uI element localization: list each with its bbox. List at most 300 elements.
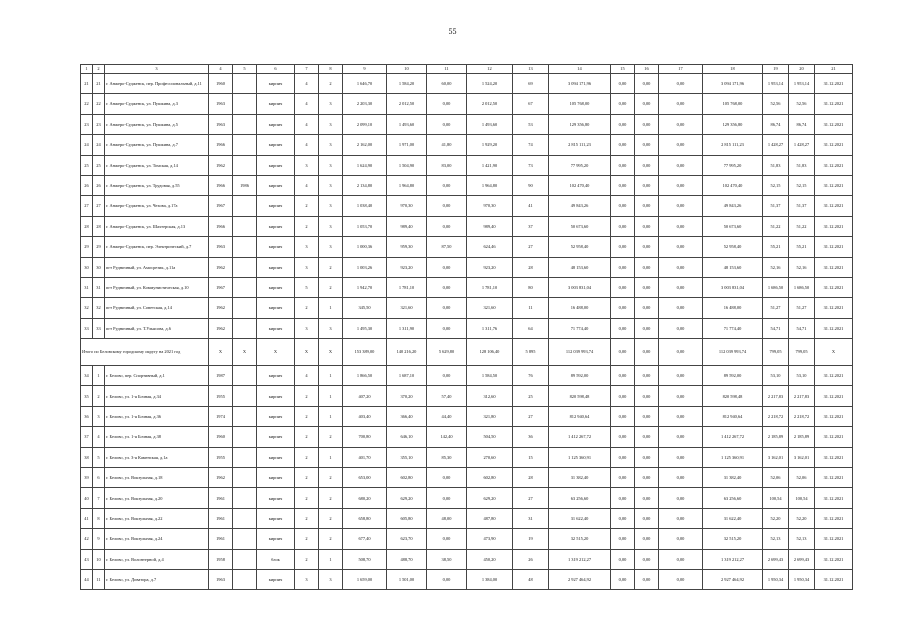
table-cell: 0,00 bbox=[659, 196, 703, 216]
table-cell: 77 995,20 bbox=[703, 155, 763, 175]
table-cell: 1 428,27 bbox=[789, 135, 815, 155]
table-cell: 41,80 bbox=[427, 135, 467, 155]
table-cell: 0,00 bbox=[635, 216, 659, 236]
table-row bbox=[81, 427, 853, 447]
table-cell: 0,00 bbox=[611, 406, 635, 426]
table-cell bbox=[233, 569, 257, 589]
table-cell: 153 389,00 bbox=[343, 339, 387, 366]
table-cell: 1961 bbox=[209, 488, 233, 508]
table-cell: 0,00 bbox=[635, 237, 659, 257]
table-cell: 1961 bbox=[209, 508, 233, 528]
table-cell: 602,80 bbox=[467, 468, 513, 488]
table-cell: 0,00 bbox=[635, 427, 659, 447]
table-cell: 19 bbox=[513, 529, 549, 549]
table-cell: 23 bbox=[81, 114, 93, 134]
table-cell: 0,00 bbox=[427, 216, 467, 236]
table-cell: 504,50 bbox=[467, 427, 513, 447]
table-cell: 0,00 bbox=[427, 318, 467, 338]
table-row bbox=[81, 298, 853, 318]
table-cell: 2 bbox=[295, 406, 319, 426]
table-cell: 18 bbox=[703, 65, 763, 74]
table-cell: 2 815 111,23 bbox=[549, 135, 611, 155]
table-cell: 11 bbox=[513, 298, 549, 318]
table-cell: 0,00 bbox=[611, 569, 635, 589]
table-cell: 1 412 267,72 bbox=[549, 427, 611, 447]
table-cell: 799,05 bbox=[789, 339, 815, 366]
table-cell: 2 927 464,92 bbox=[549, 569, 611, 589]
table-cell: 646,10 bbox=[387, 427, 427, 447]
table-cell: 1 942,70 bbox=[343, 277, 387, 297]
table-cell: 31.12.2021 bbox=[815, 318, 853, 338]
table-cell: 36 bbox=[513, 427, 549, 447]
table-cell: 0,00 bbox=[611, 447, 635, 467]
table-cell: 36 bbox=[81, 406, 93, 426]
table-cell: 73 bbox=[513, 155, 549, 175]
table-cell: 31 622,40 bbox=[549, 508, 611, 528]
table-cell: 2 bbox=[319, 427, 343, 447]
table-cell: 2 099,10 bbox=[343, 114, 387, 134]
table-cell: 50 673,60 bbox=[703, 216, 763, 236]
table-cell: 32 bbox=[93, 298, 105, 318]
table-cell: 0,00 bbox=[635, 277, 659, 297]
table-cell: 41 bbox=[81, 508, 93, 528]
table-cell: 27 bbox=[513, 406, 549, 426]
table-cell: 989,40 bbox=[467, 216, 513, 236]
table-cell: 1962 bbox=[209, 298, 233, 318]
table-cell: 27 bbox=[513, 237, 549, 257]
table-cell: 1 412 267,72 bbox=[703, 427, 763, 447]
table-cell: кирпич bbox=[257, 529, 295, 549]
table-cell: 53 bbox=[513, 114, 549, 134]
table-cell: 4 bbox=[295, 135, 319, 155]
table-cell: г. Анжеро-Судженск, пер. Профессиональный, д.11 bbox=[105, 74, 209, 94]
table-cell: 14 bbox=[549, 65, 611, 74]
table-cell: 48 153,60 bbox=[703, 257, 763, 277]
table-cell: 653,00 bbox=[343, 468, 387, 488]
table-cell: кирпич bbox=[257, 155, 295, 175]
table-cell: 128 106,40 bbox=[467, 339, 513, 366]
table-cell: 85,30 bbox=[427, 447, 467, 467]
table-cell: 21 bbox=[815, 65, 853, 74]
table-cell: 4 bbox=[209, 65, 233, 74]
table-cell: 51,27 bbox=[789, 298, 815, 318]
table-cell: 50 673,60 bbox=[549, 216, 611, 236]
table-cell: 31.12.2021 bbox=[815, 114, 853, 134]
table-cell: 2 bbox=[295, 298, 319, 318]
table-cell: 51,22 bbox=[763, 216, 789, 236]
table-cell: 51,37 bbox=[789, 196, 815, 216]
table-cell bbox=[233, 94, 257, 114]
table-cell: 69 bbox=[513, 74, 549, 94]
table-cell: 820 598,48 bbox=[703, 386, 763, 406]
table-cell: 10 bbox=[387, 65, 427, 74]
table-cell: 1 781,10 bbox=[387, 277, 427, 297]
table-cell: 1962 bbox=[209, 318, 233, 338]
table-cell: 312,60 bbox=[467, 386, 513, 406]
table-cell: 3 bbox=[295, 318, 319, 338]
table-cell bbox=[233, 114, 257, 134]
table-cell: 1 125 360,91 bbox=[703, 447, 763, 467]
table-cell: 1 971,00 bbox=[387, 135, 427, 155]
table-cell: 0,00 bbox=[611, 427, 635, 447]
table-cell: 32 515,20 bbox=[549, 529, 611, 549]
table-cell: 1 504,90 bbox=[387, 155, 427, 175]
table-cell: 31.12.2021 bbox=[815, 427, 853, 447]
table-cell: 0,00 bbox=[427, 94, 467, 114]
table-cell: 1963 bbox=[209, 114, 233, 134]
table-cell: 0,00 bbox=[659, 529, 703, 549]
table-cell: 0,00 bbox=[427, 569, 467, 589]
table-cell: 28 bbox=[93, 216, 105, 236]
table-cell: 31.12.2021 bbox=[815, 94, 853, 114]
table-cell: 31.12.2021 bbox=[815, 155, 853, 175]
table-cell: 1 686,50 bbox=[789, 277, 815, 297]
table-cell: 51,27 bbox=[763, 298, 789, 318]
table-cell: 1 053,70 bbox=[343, 216, 387, 236]
table-cell: г. Белово, ул. Волонтерной, д.4 bbox=[105, 549, 209, 569]
table-cell: 0,00 bbox=[635, 386, 659, 406]
table-cell bbox=[233, 549, 257, 569]
table-cell: 55,21 bbox=[763, 237, 789, 257]
table-cell: 10 bbox=[93, 549, 105, 569]
table-cell: 25 bbox=[81, 155, 93, 175]
table-cell: 0,00 bbox=[635, 175, 659, 195]
table-cell: 624,46 bbox=[467, 237, 513, 257]
table-cell: X bbox=[233, 339, 257, 366]
table-cell: г. Белово, ул. Вокзульная, д.22 bbox=[105, 508, 209, 528]
table-cell bbox=[233, 74, 257, 94]
table-cell: 1 501,00 bbox=[387, 569, 427, 589]
table-cell: 28 bbox=[513, 257, 549, 277]
table-cell: 31.12.2021 bbox=[815, 257, 853, 277]
table-cell: 0,00 bbox=[427, 366, 467, 386]
table-cell: 2 134,80 bbox=[343, 175, 387, 195]
table-cell: 1 493,60 bbox=[467, 114, 513, 134]
table-cell: 0,00 bbox=[659, 488, 703, 508]
table-cell: 0,00 bbox=[611, 549, 635, 569]
table-cell: 1 125 360,91 bbox=[549, 447, 611, 467]
table-cell: 1 bbox=[319, 386, 343, 406]
table-cell: 3 bbox=[105, 65, 209, 74]
table-cell: 629,20 bbox=[467, 488, 513, 508]
table-cell: 0,00 bbox=[427, 488, 467, 508]
table-cell: 2 bbox=[319, 277, 343, 297]
table-cell: 31.12.2021 bbox=[815, 74, 853, 94]
table-cell: кирпич bbox=[257, 488, 295, 508]
table-cell: 31.12.2021 bbox=[815, 386, 853, 406]
table-cell: 508,70 bbox=[343, 549, 387, 569]
table-cell: X bbox=[295, 339, 319, 366]
table-cell: 2 185,89 bbox=[789, 427, 815, 447]
table-row bbox=[81, 386, 853, 406]
table-cell: 15 bbox=[513, 447, 549, 467]
table-cell: 2 699,43 bbox=[789, 549, 815, 569]
table-cell: 102 470,40 bbox=[549, 175, 611, 195]
table-cell: 4 bbox=[93, 427, 105, 447]
table-cell: 3 bbox=[93, 406, 105, 426]
table-cell: 7 bbox=[93, 488, 105, 508]
table-cell: 87,50 bbox=[427, 237, 467, 257]
table-cell: 1958 bbox=[209, 549, 233, 569]
table-cell bbox=[233, 135, 257, 155]
table-cell: 2 bbox=[319, 257, 343, 277]
table-cell: 57,40 bbox=[427, 386, 467, 406]
table-cell: 1 953,14 bbox=[789, 74, 815, 94]
table-cell: 0,00 bbox=[659, 155, 703, 175]
table-cell: 52,06 bbox=[763, 468, 789, 488]
total-row bbox=[81, 339, 853, 366]
table-cell bbox=[233, 257, 257, 277]
table-cell: 4 bbox=[295, 366, 319, 386]
table-cell: 0,00 bbox=[611, 94, 635, 114]
table-cell: 80 bbox=[513, 277, 549, 297]
table-cell: г. Белово, ул. 3-я Каменская, д.1а bbox=[105, 447, 209, 467]
table-cell: 0,00 bbox=[635, 257, 659, 277]
table-cell: 1 421,90 bbox=[467, 155, 513, 175]
table-cell: 21 bbox=[81, 74, 93, 94]
table-cell: 5 bbox=[93, 447, 105, 467]
table-cell: 52,13 bbox=[789, 529, 815, 549]
table-cell: 2 699,43 bbox=[763, 549, 789, 569]
table-cell: 1 493,60 bbox=[387, 114, 427, 134]
table-cell bbox=[233, 237, 257, 257]
table-cell: 700,80 bbox=[343, 427, 387, 447]
table-cell: 105 768,00 bbox=[549, 94, 611, 114]
table-cell: 129 356,80 bbox=[549, 114, 611, 134]
table-cell: 27 bbox=[513, 488, 549, 508]
table-cell: 1967 bbox=[209, 277, 233, 297]
table-cell: 2 815 111,23 bbox=[703, 135, 763, 155]
table-row bbox=[81, 94, 853, 114]
table-cell: 321,60 bbox=[467, 298, 513, 318]
table-cell: 0,00 bbox=[427, 529, 467, 549]
table-cell: 38 bbox=[81, 447, 93, 467]
table-cell: 0,00 bbox=[659, 447, 703, 467]
table-cell: 2 bbox=[295, 529, 319, 549]
table-cell: 3 bbox=[319, 175, 343, 195]
table-cell: 48 bbox=[513, 569, 549, 589]
table-cell: 3 094 171,96 bbox=[549, 74, 611, 94]
table-cell: 100,54 bbox=[789, 488, 815, 508]
table-cell: 2 bbox=[295, 386, 319, 406]
table-cell: г. Анжеро-Судженск, пер. Электрический, д.7 bbox=[105, 237, 209, 257]
table-cell: 17 bbox=[659, 65, 703, 74]
table-cell: 1 bbox=[319, 298, 343, 318]
table-cell: 0,00 bbox=[611, 529, 635, 549]
table-cell: 2 bbox=[319, 488, 343, 508]
table-cell: 0,00 bbox=[659, 257, 703, 277]
table-cell: 9 bbox=[343, 65, 387, 74]
table-cell: 8 bbox=[93, 508, 105, 528]
table-cell: 15 bbox=[611, 65, 635, 74]
table-cell: 2 bbox=[295, 488, 319, 508]
table-cell: 52 958,40 bbox=[703, 237, 763, 257]
table-cell: кирпич bbox=[257, 237, 295, 257]
table-cell: 2 218,72 bbox=[789, 406, 815, 426]
table-cell: кирпич bbox=[257, 318, 295, 338]
table-cell: 0,00 bbox=[611, 237, 635, 257]
table-cell: 1 319 212,27 bbox=[703, 549, 763, 569]
table-cell: 29 bbox=[93, 237, 105, 257]
table-cell: 2 bbox=[295, 508, 319, 528]
table-cell: 54,71 bbox=[789, 318, 815, 338]
table-cell: 0,00 bbox=[611, 488, 635, 508]
table-cell: 605,80 bbox=[387, 508, 427, 528]
table-cell: 43 bbox=[81, 549, 93, 569]
table-cell: 0,00 bbox=[659, 508, 703, 528]
table-cell: 970,30 bbox=[467, 196, 513, 216]
table-cell: 0,00 bbox=[427, 277, 467, 297]
table-cell: кирпич bbox=[257, 298, 295, 318]
table-cell: 3 bbox=[319, 569, 343, 589]
table-cell bbox=[233, 468, 257, 488]
table-cell: 1 003,26 bbox=[343, 257, 387, 277]
table-cell: 2 012,50 bbox=[467, 94, 513, 114]
table-cell: кирпич bbox=[257, 74, 295, 94]
table-cell: 0,00 bbox=[659, 569, 703, 589]
table-cell: 31.12.2021 bbox=[815, 406, 853, 426]
table-cell: 34 bbox=[81, 366, 93, 386]
table-cell: 270,60 bbox=[467, 447, 513, 467]
table-cell: 2 bbox=[93, 386, 105, 406]
table-cell: 2 217,83 bbox=[789, 386, 815, 406]
table-cell bbox=[233, 277, 257, 297]
table-cell: 9 bbox=[93, 529, 105, 549]
table-cell: 2 927 464,92 bbox=[703, 569, 763, 589]
table-cell: 16 488,00 bbox=[703, 298, 763, 318]
table-cell: 13 bbox=[513, 65, 549, 74]
table-cell: 321,80 bbox=[467, 406, 513, 426]
table-cell: 1 bbox=[319, 366, 343, 386]
table-cell: 3 bbox=[319, 135, 343, 155]
table-cell bbox=[233, 488, 257, 508]
table-cell: 0,00 bbox=[659, 298, 703, 318]
table-cell: 0,00 bbox=[427, 468, 467, 488]
table-cell: 680,20 bbox=[343, 488, 387, 508]
table-cell: 1 659,00 bbox=[343, 569, 387, 589]
table-cell: 812 940,64 bbox=[703, 406, 763, 426]
table-cell bbox=[233, 529, 257, 549]
table-cell: 0,00 bbox=[659, 406, 703, 426]
table-cell: 1 bbox=[319, 549, 343, 569]
table-cell: 19 bbox=[763, 65, 789, 74]
table-cell: 0,00 bbox=[635, 529, 659, 549]
table-cell: 1 953,14 bbox=[763, 74, 789, 94]
table-cell: 2 bbox=[295, 447, 319, 467]
table-cell: 1963 bbox=[209, 569, 233, 589]
table-row bbox=[81, 155, 853, 175]
table-cell: 0,00 bbox=[659, 175, 703, 195]
table-cell: г. Белово, ул. Вокзульная, д.20 bbox=[105, 488, 209, 508]
table-cell: 12 bbox=[467, 65, 513, 74]
table-cell: 1966 bbox=[209, 216, 233, 236]
table-cell: 923,20 bbox=[467, 257, 513, 277]
table-cell: 1 bbox=[319, 406, 343, 426]
table-cell: 11 bbox=[427, 65, 467, 74]
table-cell: 629,20 bbox=[387, 488, 427, 508]
table-cell: 33 bbox=[93, 318, 105, 338]
table-cell bbox=[233, 508, 257, 528]
table-cell: 1967 bbox=[209, 196, 233, 216]
data-table bbox=[80, 64, 853, 590]
table-cell: 0,00 bbox=[635, 114, 659, 134]
table-cell: пгт Рудничный, ул. Т.Ульясова, д.6 bbox=[105, 318, 209, 338]
table-cell: 0,00 bbox=[659, 366, 703, 386]
table-cell: 27 bbox=[81, 196, 93, 216]
table-cell: 44 bbox=[81, 569, 93, 589]
table-cell: 3 bbox=[319, 196, 343, 216]
table-cell: 22 bbox=[93, 94, 105, 114]
table-cell: г. Анжеро-Судженск, ул. Чехова, д.17а bbox=[105, 196, 209, 216]
table-cell: 63 256,60 bbox=[703, 488, 763, 508]
table-cell: 1 964,80 bbox=[467, 175, 513, 195]
table-cell: 1 000,36 bbox=[343, 237, 387, 257]
table-cell: 4 bbox=[295, 114, 319, 134]
table-cell: 53,10 bbox=[789, 366, 815, 386]
table-cell: 658,80 bbox=[343, 508, 387, 528]
table-cell: 820 598,48 bbox=[549, 386, 611, 406]
table-cell: 1966 bbox=[209, 175, 233, 195]
table-cell: 370,20 bbox=[387, 386, 427, 406]
table-row bbox=[81, 237, 853, 257]
table-cell: 407,20 bbox=[343, 386, 387, 406]
table-cell: 4 bbox=[295, 175, 319, 195]
table-cell: г. Белово, ул. Вокзульная, д.24 bbox=[105, 529, 209, 549]
table-row bbox=[81, 569, 853, 589]
table-cell: 321,60 bbox=[387, 298, 427, 318]
table-cell: 71 774,40 bbox=[703, 318, 763, 338]
table-cell bbox=[233, 406, 257, 426]
table-cell: 6 bbox=[257, 65, 295, 74]
table-cell: 25 bbox=[93, 155, 105, 175]
table-cell: 26 bbox=[81, 175, 93, 195]
table-cell: кирпич bbox=[257, 135, 295, 155]
table-cell: 33 bbox=[81, 318, 93, 338]
table-cell: 0,00 bbox=[659, 135, 703, 155]
table-cell: 2 162,00 bbox=[343, 135, 387, 155]
table-cell: 89 592,00 bbox=[549, 366, 611, 386]
table-cell: 48 153,60 bbox=[549, 257, 611, 277]
table-cell: пгт Рудничный, ул. Советская, д.14 bbox=[105, 298, 209, 318]
table-cell: 3 bbox=[295, 155, 319, 175]
table-cell: 31.12.2021 bbox=[815, 175, 853, 195]
table-row bbox=[81, 406, 853, 426]
table-row bbox=[81, 135, 853, 155]
table-row bbox=[81, 175, 853, 195]
table-cell: г. Анжеро-Судженск, ул. Пушкина, д.3 bbox=[105, 94, 209, 114]
table-cell: 1 686,50 bbox=[763, 277, 789, 297]
table-cell: 100,54 bbox=[763, 488, 789, 508]
table-cell: 27 bbox=[93, 196, 105, 216]
table-cell: 1 950,34 bbox=[763, 569, 789, 589]
table-row bbox=[81, 74, 853, 94]
table-cell: 49 843,26 bbox=[703, 196, 763, 216]
table-cell: 0,00 bbox=[611, 468, 635, 488]
table-cell: 0,00 bbox=[427, 257, 467, 277]
housing-register-table bbox=[80, 64, 844, 590]
table-cell: 1963 bbox=[209, 94, 233, 114]
table-cell: 3 bbox=[319, 237, 343, 257]
table-cell: 31 382,40 bbox=[549, 468, 611, 488]
table-cell: 32 515,20 bbox=[703, 529, 763, 549]
table-cell: 0,00 bbox=[635, 549, 659, 569]
table-row bbox=[81, 257, 853, 277]
table-cell: 1987 bbox=[209, 366, 233, 386]
table-cell: 0,00 bbox=[659, 468, 703, 488]
table-cell: г. Белово, ул. Вокзульная, д.18 bbox=[105, 468, 209, 488]
table-cell: 0,00 bbox=[635, 447, 659, 467]
table-cell: 7 bbox=[295, 65, 319, 74]
